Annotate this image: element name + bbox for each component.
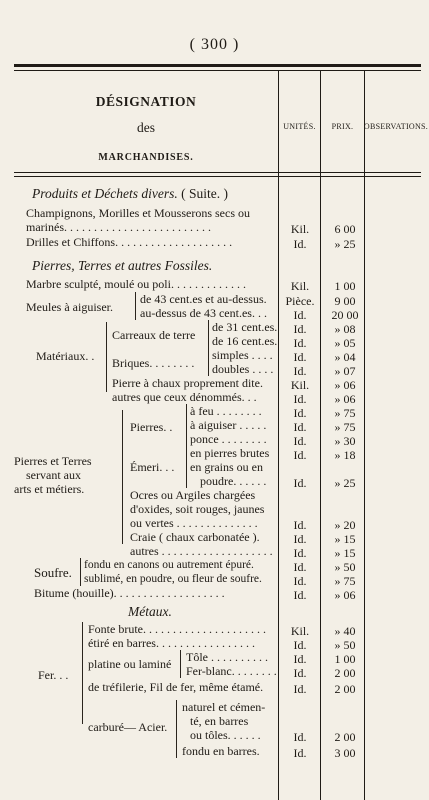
row-fonte-price: » 40 [334, 624, 356, 638]
row-tole-label: Tôle [186, 650, 208, 664]
header-rule-thin [14, 70, 421, 71]
row-champignons-line2: marinés. . . . . . . . . . . . . . . . . . . . . . . . . [26, 220, 211, 234]
page-number: ( 300 ) [189, 36, 240, 53]
header-marchandises: MARCHANDISES. [98, 152, 194, 163]
row-carreaux-a: de 31 cent.es. [212, 320, 278, 334]
row-soufre-a-unit: Id. [293, 560, 307, 574]
row-bitume-label: Bitume (houille) [34, 586, 114, 600]
row-meules-a: de 43 cent.es et au-dessus. [140, 292, 267, 306]
row-meules-b: au-dessus de 43 cent.es. . . [140, 306, 267, 320]
header-bottom-rule-2 [14, 176, 421, 177]
carbure-label: carburé— Acier. [88, 720, 168, 734]
row-pierres-c-price: » 30 [334, 434, 356, 448]
row-meules-b-unit: Id. [293, 308, 307, 322]
row-autres2: autres . . . . . . . . . . . . . . . . . . . [130, 544, 273, 558]
row-etire-label: étiré en barres [88, 636, 156, 650]
header-col-observations: OBSERVATIONS. [363, 122, 429, 131]
row-carreaux-b: de 16 cent.es. [212, 334, 278, 348]
row-emeri-b2-label: poudre [200, 474, 234, 488]
row-meules-a-price: 9 00 [334, 294, 356, 308]
row-drilles-unit: Id. [293, 237, 307, 251]
row-soufre-a: fondu en canons ou autrement épuré. [84, 559, 254, 571]
row-bitume-unit: Id. [293, 588, 307, 602]
row-bitume: Bitume (houille). . . . . . . . . . . . . . . . . . . [34, 586, 225, 600]
fer-label: Fer. . . [38, 668, 69, 682]
row-drilles-price: » 25 [334, 237, 356, 251]
row-ocres-line2: d'oxides, soit rouges, jaunes [130, 502, 265, 516]
row-tole: Tôle . . . . . . . . . . [186, 650, 268, 664]
row-autres2-unit: Id. [293, 546, 307, 560]
section-title-metaux: Métaux. [128, 604, 172, 619]
row-emeri-a-unit: Id. [293, 448, 307, 462]
section-suite: ( Suite. ) [181, 186, 228, 201]
row-chaux-unit: Kil. [290, 378, 310, 392]
arts-label: arts et métiers. [14, 482, 85, 496]
row-autres2-price: » 15 [334, 546, 356, 560]
soufre-brace [80, 558, 81, 586]
row-fondu-price: 3 00 [334, 746, 356, 760]
section-title-produits-text: Produits et Déchets divers. [32, 186, 178, 201]
row-etire-unit: Id. [293, 638, 307, 652]
row-marbre: Marbre sculpté, moulé ou poli. . . . . . . . . . . . . [26, 277, 246, 291]
row-emeri-b2: poudre. . . . . . [200, 474, 267, 488]
carreaux-brace [208, 320, 209, 348]
row-autres1-price: » 06 [334, 392, 356, 406]
row-pierres-c: ponce . . . . . . . . [190, 432, 267, 446]
servant-label: servant aux [26, 468, 81, 482]
row-craie-unit: Id. [293, 532, 307, 546]
row-marbre-unit: Kil. [290, 279, 310, 293]
row-briques-a-price: » 04 [334, 350, 356, 364]
row-briques-b-price: » 07 [334, 364, 356, 378]
emeri-brace [186, 446, 187, 488]
emeri-label: Émeri. . . [130, 460, 175, 474]
carreaux-label: Carreaux de terre [112, 328, 196, 342]
row-trefilerie-unit: Id. [293, 682, 307, 696]
row-briques-a-unit: Id. [293, 350, 307, 364]
row-ocres-line1: Ocres ou Argiles chargées [130, 488, 256, 502]
row-tole-price: 1 00 [334, 652, 356, 666]
row-fonte-label: Fonte brute [88, 622, 143, 636]
row-champignons-label: marinés [26, 220, 64, 234]
briques-brace [208, 348, 209, 376]
row-autres1-unit: Id. [293, 392, 307, 406]
row-ocres-label: ou vertes [130, 516, 174, 530]
row-naturel-line2: té, en barres [190, 714, 249, 728]
row-fonte: Fonte brute. . . . . . . . . . . . . . . . . . . . . [88, 622, 266, 636]
row-naturel-price: 2 00 [334, 730, 356, 744]
header-title: DÉSIGNATION [95, 94, 197, 109]
row-emeri-b1: en grains ou en [190, 460, 263, 474]
row-naturel-line3: ou tôles. . . . . . [190, 728, 261, 742]
row-soufre-b: sublimé, en poudre, ou fleur de soufre. [84, 573, 262, 585]
row-naturel-line1: naturel et cémen- [182, 700, 266, 714]
row-craie: Craie ( chaux carbonatée ). [130, 530, 260, 544]
pierres-sub-label: Pierres. . [130, 420, 173, 434]
row-tole-unit: Id. [293, 652, 307, 666]
row-chaux-price: » 06 [334, 378, 356, 392]
materiaux-label: Matériaux. . [36, 349, 95, 363]
briques-label-text: Briques [112, 356, 150, 370]
row-soufre-b-unit: Id. [293, 574, 307, 588]
carbure-brace [176, 700, 177, 758]
section-title-pierres: Pierres, Terres et autres Fossiles. [32, 258, 213, 273]
header-des: des [137, 120, 155, 135]
row-champignons-unit: Kil. [290, 222, 310, 236]
row-pierres-b-label: à aiguiser [190, 418, 237, 432]
row-autres1: autres que ceux dénommés. . . [112, 390, 257, 404]
pierres-terres-label: Pierres et Terres [14, 454, 92, 468]
platine-label: platine ou laminé [88, 657, 172, 671]
header-col-prix: PRIX. [331, 122, 354, 131]
row-marbre-price: 1 00 [334, 279, 356, 293]
briques-label: Briques. . . . . . . . [112, 356, 195, 370]
soufre-label: Soufre. [34, 565, 72, 580]
row-etire-price: » 50 [334, 638, 356, 652]
platine-brace [180, 650, 181, 678]
row-pierres-c-label: ponce [190, 432, 219, 446]
row-briques-b-unit: Id. [293, 364, 307, 378]
row-champignons-price: 6 00 [334, 222, 356, 236]
row-carreaux-a-unit: Id. [293, 322, 307, 336]
row-meules-a-unit: Pièce. [285, 294, 315, 308]
row-soufre-a-price: » 50 [334, 560, 356, 574]
row-marbre-label: Marbre sculpté, moulé ou poli [26, 277, 171, 291]
row-ocres-unit: Id. [293, 518, 307, 532]
row-bitume-price: » 06 [334, 588, 356, 602]
row-fondu-unit: Id. [293, 746, 307, 760]
row-drilles-label: Drilles et Chiffons [26, 235, 116, 249]
row-drilles: Drilles et Chiffons. . . . . . . . . . . . . . . . . . . . [26, 235, 233, 249]
meules-label: Meules à aiguiser. [26, 300, 113, 314]
row-naturel-label: ou tôles [190, 728, 228, 742]
row-pierres-a-label: à feu [190, 404, 214, 418]
row-emeri-b-price: » 25 [334, 476, 356, 490]
row-pierres-a-price: » 75 [334, 406, 356, 420]
row-carreaux-b-unit: Id. [293, 336, 307, 350]
row-ferblanc-label: Fer-blanc [186, 664, 232, 678]
row-pierres-a-unit: Id. [293, 406, 307, 420]
pierres-brace [186, 404, 187, 446]
header-col-unites: UNITÉS. [283, 122, 316, 131]
row-fondu: fondu en barres. [182, 744, 260, 758]
header-bottom-rule [14, 172, 421, 173]
row-chaux: Pierre à chaux proprement dite. [112, 376, 263, 390]
row-pierres-b: à aiguiser . . . . . [190, 418, 267, 432]
row-emeri-a-price: » 18 [334, 448, 356, 462]
row-craie-price: » 15 [334, 532, 356, 546]
arts-brace [122, 410, 123, 544]
fer-brace [82, 622, 83, 724]
materiaux-brace [106, 322, 107, 392]
meules-brace [135, 292, 136, 320]
row-ferblanc-unit: Id. [293, 666, 307, 680]
row-meules-b-price: 20 00 [331, 308, 359, 322]
row-ocres-line3: ou vertes . . . . . . . . . . . . . . [130, 516, 258, 530]
section-title-produits [32, 186, 228, 202]
row-fonte-unit: Kil. [290, 624, 310, 638]
row-ferblanc-price: 2 00 [334, 666, 356, 680]
row-carreaux-a-price: » 08 [334, 322, 356, 336]
row-ferblanc: Fer-blanc. . . . . . . . [186, 664, 277, 678]
row-etire: étiré en barres. . . . . . . . . . . . . . . . . [88, 636, 255, 650]
row-ocres-price: » 20 [334, 518, 356, 532]
row-carreaux-b-price: » 05 [334, 336, 356, 350]
row-trefilerie: de tréfilerie, Fil de fer, même étamé. [88, 680, 264, 694]
row-champignons-line1: Champignons, Morilles et Mousserons secs ou [26, 206, 250, 220]
row-briques-b: doubles . . . . [212, 362, 274, 376]
row-autres2-label: autres [130, 544, 159, 558]
row-soufre-b-price: » 75 [334, 574, 356, 588]
row-briques-a: simples . . . . [212, 348, 273, 362]
row-trefilerie-price: 2 00 [334, 682, 356, 696]
header-rule-thick [14, 64, 421, 67]
row-pierres-b-unit: Id. [293, 420, 307, 434]
row-pierres-a: à feu . . . . . . . . [190, 404, 262, 418]
row-emeri-b-unit: Id. [293, 476, 307, 490]
row-pierres-c-unit: Id. [293, 434, 307, 448]
row-pierres-b-price: » 75 [334, 420, 356, 434]
row-emeri-a: en pierres brutes [190, 446, 270, 460]
row-naturel-unit: Id. [293, 730, 307, 744]
